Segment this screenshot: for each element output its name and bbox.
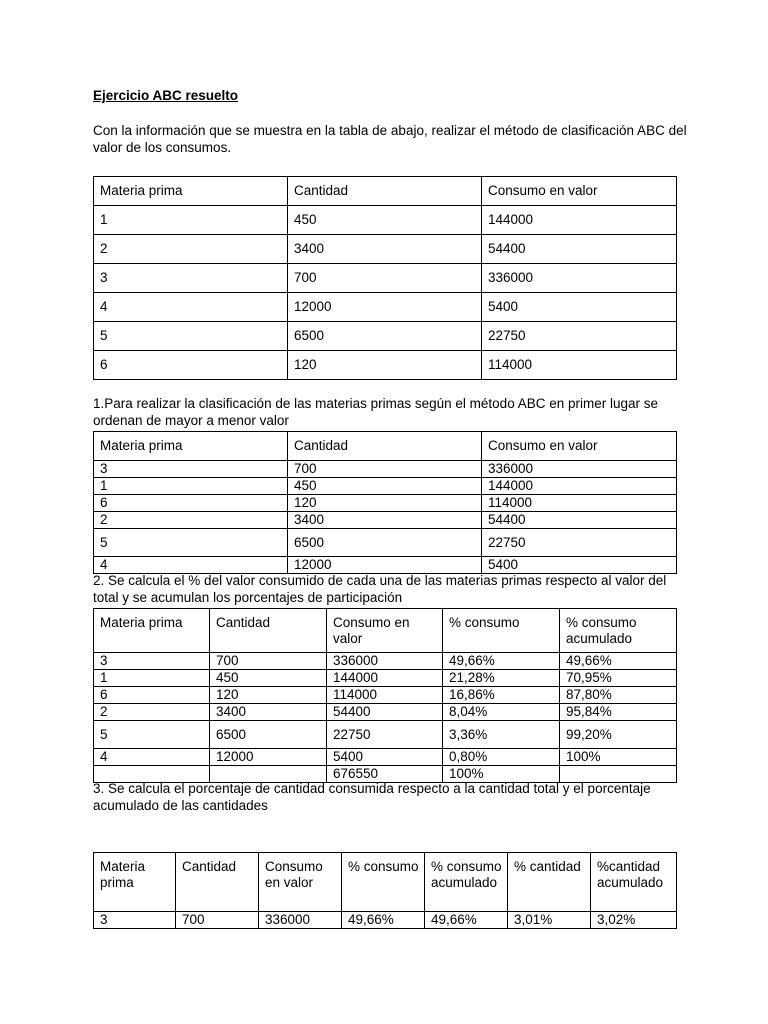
table-cell: 8,04% — [443, 704, 560, 721]
header-cell: Consumo en valor — [259, 853, 342, 912]
table-cell: 3400 — [288, 512, 482, 529]
table-row — [94, 478, 677, 495]
header-cell: Cantidad — [288, 432, 482, 461]
table-row — [94, 529, 677, 557]
table-cell: 12000 — [288, 293, 482, 322]
table-cell: 4 — [94, 293, 288, 322]
table-cell: 120 — [210, 687, 327, 704]
table-cell: 6 — [94, 495, 288, 512]
table-cell: 54400 — [482, 512, 677, 529]
table-cell: 5400 — [327, 749, 443, 766]
table-row — [94, 264, 677, 293]
quantity-percentage-table — [93, 852, 677, 929]
header-cell: % cantidad — [508, 853, 591, 912]
table-cell: 21,28% — [443, 670, 560, 687]
table-row — [94, 557, 677, 574]
table-cell: 144000 — [482, 206, 677, 235]
step-2-paragraph: 2. Se calcula el % del valor consumido de cada una de las materias primas respecto al valor del total y se acumulan los porcentajes de participación — [93, 573, 667, 605]
table-cell: 144000 — [327, 670, 443, 687]
header-cell: % consumo — [443, 609, 560, 653]
table-cell: 4 — [94, 749, 210, 766]
table-cell: 12000 — [288, 557, 482, 574]
table-cell — [560, 766, 677, 783]
document-title: Ejercicio ABC resuelto — [93, 88, 239, 103]
table-cell: 3,36% — [443, 721, 560, 749]
header-cell: Consumo en valor — [327, 609, 443, 653]
table-cell: 120 — [288, 495, 482, 512]
step-3-paragraph: 3. Se calcula el porcentaje de cantidad consumida respecto a la cantidad total y el porcentaje acumulado de las cantidades — [93, 781, 651, 813]
header-cell: Materia prima — [94, 609, 210, 653]
table-cell: 54400 — [327, 704, 443, 721]
table-cell: 22750 — [482, 322, 677, 351]
table-row — [94, 749, 677, 766]
table-cell: 700 — [176, 912, 259, 929]
table-cell: 54400 — [482, 235, 677, 264]
table-cell: 700 — [288, 264, 482, 293]
table-cell: 49,66% — [560, 653, 677, 670]
table-cell: 6 — [94, 351, 288, 380]
table-cell: 2 — [94, 704, 210, 721]
table-cell: 6 — [94, 687, 210, 704]
table-cell: 49,66% — [443, 653, 560, 670]
table-cell: 114000 — [482, 495, 677, 512]
table-cell: 6500 — [210, 721, 327, 749]
table-cell: 5400 — [482, 293, 677, 322]
table-cell: 700 — [210, 653, 327, 670]
table-cell: 3 — [94, 912, 176, 929]
table-header-row — [94, 609, 677, 653]
percentage-table — [93, 608, 677, 783]
step-1-paragraph: 1.Para realizar la clasificación de las materias primas según el método ABC en primer lugar se ordenan de mayor a menor valor — [93, 396, 659, 428]
table-row — [94, 687, 677, 704]
table-cell: 676550 — [327, 766, 443, 783]
table-cell: 49,66% — [425, 912, 508, 929]
table-cell: 450 — [288, 478, 482, 495]
table-header-row — [94, 177, 677, 206]
table-cell: 450 — [288, 206, 482, 235]
table-cell: 6500 — [288, 529, 482, 557]
table-row — [94, 495, 677, 512]
table-cell: 16,86% — [443, 687, 560, 704]
table-cell: 0,80% — [443, 749, 560, 766]
table-row — [94, 206, 677, 235]
table-cell: 5400 — [482, 557, 677, 574]
table-total-row — [94, 766, 677, 783]
table-cell: 3400 — [288, 235, 482, 264]
header-cell: % consumo acumulado — [425, 853, 508, 912]
table-row — [94, 293, 677, 322]
table-cell: 1 — [94, 478, 288, 495]
table-cell: 2 — [94, 235, 288, 264]
table-cell: 99,20% — [560, 721, 677, 749]
table-cell: 5 — [94, 721, 210, 749]
table-cell: 114000 — [327, 687, 443, 704]
table-cell — [210, 766, 327, 783]
table-cell: 70,95% — [560, 670, 677, 687]
header-cell: %cantidad acumulado — [591, 853, 677, 912]
table-cell: 3,02% — [591, 912, 677, 929]
table-cell: 5 — [94, 322, 288, 351]
table-cell: 336000 — [482, 264, 677, 293]
table-row — [94, 512, 677, 529]
table-cell: 3 — [94, 653, 210, 670]
header-cell: Cantidad — [176, 853, 259, 912]
table-cell: 3 — [94, 461, 288, 478]
table-row — [94, 653, 677, 670]
table-cell: 100% — [560, 749, 677, 766]
table-cell: 100% — [443, 766, 560, 783]
table-header-row — [94, 853, 677, 912]
table-cell: 87,80% — [560, 687, 677, 704]
header-cell: Cantidad — [288, 177, 482, 206]
table-row — [94, 461, 677, 478]
table-cell: 12000 — [210, 749, 327, 766]
table-cell: 1 — [94, 670, 210, 687]
table-cell: 450 — [210, 670, 327, 687]
table-cell: 120 — [288, 351, 482, 380]
table-row — [94, 670, 677, 687]
sorted-materials-table — [93, 431, 677, 574]
table-row — [94, 912, 677, 929]
table-cell: 95,84% — [560, 704, 677, 721]
table-cell: 114000 — [482, 351, 677, 380]
table-cell — [94, 766, 210, 783]
table-row — [94, 235, 677, 264]
header-cell: Cantidad — [210, 609, 327, 653]
table-cell: 2 — [94, 512, 288, 529]
table-cell: 6500 — [288, 322, 482, 351]
header-cell: % consumo — [342, 853, 425, 912]
table-cell: 336000 — [259, 912, 342, 929]
raw-materials-table — [93, 176, 677, 380]
table-cell: 22750 — [482, 529, 677, 557]
table-row — [94, 721, 677, 749]
table-cell: 700 — [288, 461, 482, 478]
table-cell: 3400 — [210, 704, 327, 721]
table-cell: 3 — [94, 264, 288, 293]
table-row — [94, 351, 677, 380]
header-cell: Consumo en valor — [482, 177, 677, 206]
table-cell: 336000 — [482, 461, 677, 478]
table-row — [94, 704, 677, 721]
table-cell: 144000 — [482, 478, 677, 495]
table-cell: 22750 — [327, 721, 443, 749]
table-cell: 3,01% — [508, 912, 591, 929]
table-cell: 336000 — [327, 653, 443, 670]
table-cell: 5 — [94, 529, 288, 557]
table-cell: 4 — [94, 557, 288, 574]
table-row — [94, 322, 677, 351]
table-cell: 1 — [94, 206, 288, 235]
header-cell: % consumo acumulado — [560, 609, 677, 653]
intro-paragraph: Con la información que se muestra en la tabla de abajo, realizar el método de clasificación ABC del valor de los consumos. — [93, 123, 687, 155]
header-cell: Consumo en valor — [482, 432, 677, 461]
header-cell: Materia prima — [94, 177, 288, 206]
header-cell: Materia prima — [94, 432, 288, 461]
table-cell: 49,66% — [342, 912, 425, 929]
table-header-row — [94, 432, 677, 461]
header-cell: Materia prima — [94, 853, 176, 912]
